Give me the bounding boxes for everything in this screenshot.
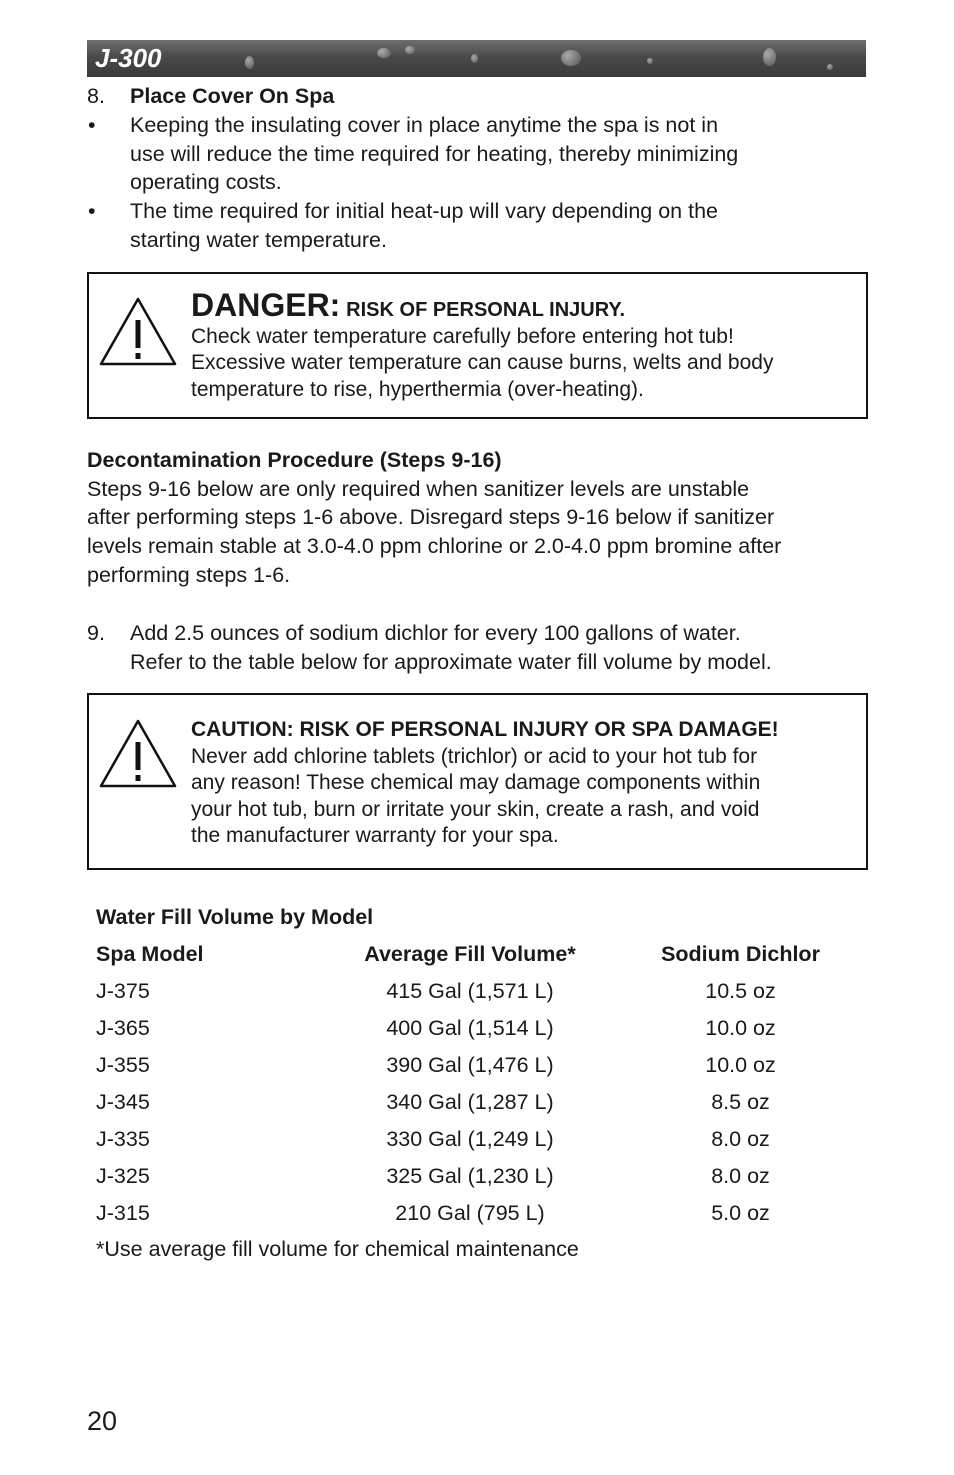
table-cell: J-365 — [96, 1016, 150, 1040]
table-cell: 210 Gal (795 L) — [395, 1201, 545, 1225]
caution-title: CAUTION: RISK OF PERSONAL INJURY OR SPA DAMAGE! — [191, 718, 779, 741]
danger-box — [87, 272, 868, 419]
bullet-line: operating costs. — [130, 170, 282, 194]
table-row — [96, 1010, 873, 1047]
bullet-marker: • — [88, 199, 96, 223]
table-cell: J-375 — [96, 979, 150, 1003]
table-cell: 10.5 oz — [705, 979, 776, 1003]
bullet-line: use will reduce the time required for heating, thereby minimizing — [130, 142, 739, 166]
table-title: Water Fill Volume by Model — [96, 905, 374, 929]
step9-number: 9. — [87, 621, 105, 645]
table-cell: 8.0 oz — [711, 1127, 770, 1151]
table-row — [96, 1047, 873, 1084]
water-drop-decoration — [377, 48, 391, 58]
bullet-line: Keeping the insulating cover in place anytime the spa is not in — [130, 113, 719, 137]
column-header: Average Fill Volume* — [364, 942, 576, 966]
water-drop-decoration — [561, 50, 581, 66]
table-cell: 340 Gal (1,287 L) — [386, 1090, 554, 1114]
page-number: 20 — [87, 1406, 118, 1436]
decon-line: Steps 9-16 below are only required when sanitizer levels are unstable — [87, 477, 750, 501]
warning-triangle-icon — [98, 296, 178, 368]
header-title: J-300 — [95, 43, 162, 73]
table-cell: 390 Gal (1,476 L) — [386, 1053, 554, 1077]
danger-text — [191, 288, 773, 403]
decon-line: levels remain stable at 3.0-4.0 ppm chlorine or 2.0-4.0 ppm bromine after — [87, 534, 782, 558]
table-cell: J-355 — [96, 1053, 150, 1077]
bullet-line: The time required for initial heat-up will vary depending on the — [130, 199, 718, 223]
decon-heading: Decontamination Procedure (Steps 9-16) — [87, 448, 502, 472]
table-row — [96, 973, 873, 1010]
table-cell: 330 Gal (1,249 L) — [386, 1127, 554, 1151]
header-bar — [87, 40, 866, 77]
table-footnote: *Use average fill volume for chemical maintenance — [96, 1237, 579, 1261]
table-cell: 10.0 oz — [705, 1016, 776, 1040]
table-cell: 8.5 oz — [711, 1090, 770, 1114]
danger-line: temperature to rise, hyperthermia (over-heating). — [191, 377, 644, 401]
warning-triangle-icon — [98, 718, 178, 790]
danger-line: Check water temperature carefully before entering hot tub! — [191, 324, 734, 348]
danger-title: DANGER: — [191, 287, 341, 323]
decon-line: performing steps 1-6. — [87, 563, 291, 587]
step9-line: Add 2.5 ounces of sodium dichlor for every 100 gallons of water. — [130, 621, 741, 645]
table-row — [96, 1195, 873, 1232]
bullet-marker: • — [88, 113, 96, 137]
decon-line: after performing steps 1-6 above. Disregard steps 9-16 below if sanitizer — [87, 505, 775, 529]
fill-volume-table — [96, 936, 873, 1232]
water-drop-decoration — [827, 64, 833, 70]
water-drop-decoration — [647, 58, 653, 64]
caution-line: Never add chlorine tablets (trichlor) or acid to your hot tub for — [191, 744, 758, 768]
table-cell: 325 Gal (1,230 L) — [386, 1164, 554, 1188]
table-cell: 400 Gal (1,514 L) — [386, 1016, 554, 1040]
table-cell: 5.0 oz — [711, 1201, 770, 1225]
table-row — [96, 1084, 873, 1121]
water-drop-decoration — [471, 54, 478, 63]
table-cell: J-315 — [96, 1201, 150, 1225]
table-cell: 10.0 oz — [705, 1053, 776, 1077]
water-drop-decoration — [245, 56, 254, 69]
table-cell: J-325 — [96, 1164, 150, 1188]
caution-text — [191, 717, 779, 850]
danger-subtitle: RISK OF PERSONAL INJURY. — [346, 299, 626, 321]
step9-line: Refer to the table below for approximate water fill volume by model. — [130, 650, 772, 674]
step8-number: 8. — [87, 84, 105, 108]
caution-line: the manufacturer warranty for your spa. — [191, 824, 559, 847]
step8-title: Place Cover On Spa — [130, 84, 335, 108]
water-drop-decoration — [763, 48, 776, 66]
water-drop-decoration — [405, 46, 415, 54]
table-cell: 415 Gal (1,571 L) — [386, 979, 554, 1003]
table-cell: 8.0 oz — [711, 1164, 770, 1188]
column-header: Spa Model — [96, 942, 204, 966]
caution-box — [87, 693, 868, 870]
table-cell: J-345 — [96, 1090, 150, 1114]
column-header: Sodium Dichlor — [661, 942, 820, 966]
table-row — [96, 1158, 873, 1195]
table-row — [96, 1121, 873, 1158]
caution-line: your hot tub, burn or irritate your skin, create a rash, and void — [191, 797, 760, 821]
caution-line: any reason! These chemical may damage components within — [191, 771, 761, 794]
danger-line: Excessive water temperature can cause burns, welts and body — [191, 351, 774, 374]
table-header-row — [96, 936, 873, 973]
table-cell: J-335 — [96, 1127, 150, 1151]
bullet-line: starting water temperature. — [130, 228, 387, 252]
